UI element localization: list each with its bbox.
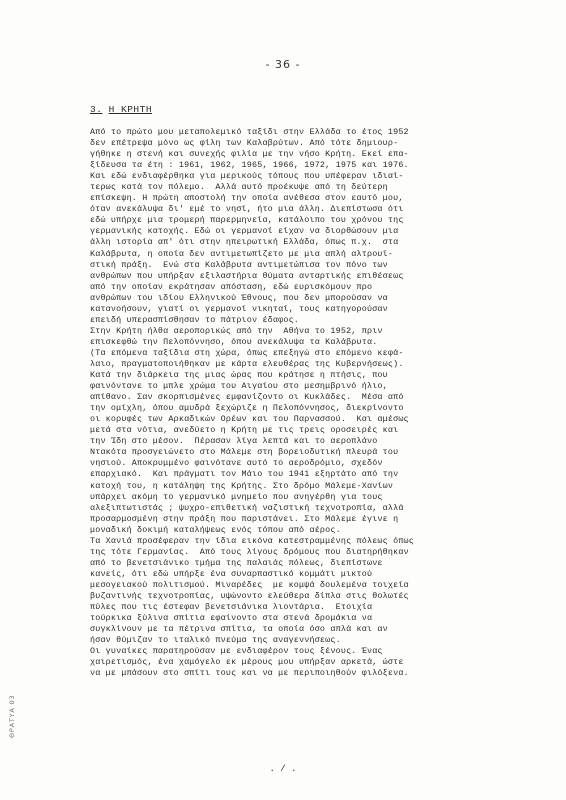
chapter-heading (90, 104, 152, 115)
text-line: ανθρώπων του ιδίου Ελληνικού Έθνους, που δεν μπορούσαν να (90, 292, 388, 303)
text-line: την Ίδη στο μέσον. Πέρασαν λίγα λεπτά και το αεροπλάνο (90, 436, 378, 447)
text-line: πύλες που τις έστεφαν βενετσιάνικα λιοντάρια. Ετοιχία (90, 602, 373, 613)
text-line: Ντακότα προσγειώνετο στο Μάλεμε στη βορειοδυτική πλευρά του (90, 447, 399, 458)
text-line: οι κορυφές των Αρκαδικών Ορέων και του Παρνασσού. Και αμέσως (90, 414, 409, 425)
margin-stamp: ΘΡΑΤΥΑ 03 (8, 694, 16, 738)
text-line: γήθηκε η στενή και συνεχής φιλία με την νήσο Κρήτη. Εκεί επα- (90, 149, 409, 160)
text-line: χαιρετισμός, ένα χαμόγελο εκ μέρους μου υπήρξαν αρκετά, ώστε (90, 657, 404, 668)
text-line: Οι γυναίκες παρατηρούσαν με ενδιαφέρον τους ξένους. Ένας (90, 646, 383, 657)
text-line: ξίδευσα τα έτη : 1961, 1962, 1965, 1966, 1972, 1975 και 1976. (90, 160, 409, 171)
text-line: ανθρώπων που υπήρξαν εξιλαστήρια θύματα ανταρτικής επιθέσεως (90, 270, 404, 281)
text-line: (Τα επόμενα ταξίδια στη χώρα, όπως επεξηγώ στο επόμενο κεφά- (90, 347, 404, 358)
text-line: αλεξιπτωτιστάς ; ψυχρο-επιθετική ναζιστική τεχνοτροπία, αλλά (90, 502, 404, 513)
chapter-number: 3. (90, 104, 103, 115)
text-line: Κατά την διάρκεια της μιας ώρας που κράτησε η πτήσις, που (90, 370, 388, 381)
text-line: να με μπάσουν στο σπίτι τους και να με περιποιηθούν φιλόξενα. (90, 668, 409, 679)
text-line: μετά στα νότια, ανεδύετο η Κρήτη με τις τρεις οροσειρές και (90, 425, 399, 436)
text-line: Στην Κρήτη ήλθα αεροπορικώς από την Αθήνα το 1952, πριν (90, 325, 383, 336)
text-line: από το βενετσιάνικο τμήμα της παλαιάς πόλεως, διεπίστωνε (90, 557, 383, 568)
text-line: επαρχιακό. Και πράγματι τον Μάιο του 1941 εξηρτάτο από την (90, 469, 399, 480)
text-line: φαινόντανε το μπλε χρώμα του Αιγαίου στο μεσημβρινό ήλιο, (90, 381, 388, 392)
text-line: απίθανο. Σαν σκορπισμένες εμφανίζοντο οι Κυκλάδες. Μέσα από (90, 392, 404, 403)
text-line: εδώ υπήρχε μια τρομερή παρερμηνεία, κατάλοιπο του χρόνου της (90, 215, 404, 226)
text-line: κανείς, ότι εδώ υπήρξε ένα συναρπαστικό κομμάτι μικτού (90, 568, 373, 579)
text-line: άλλη ιστορία απ' ότι στην ηπειρωτική Ελλάδα, όπως π.χ. στα (90, 237, 399, 248)
text-line: νησιού. Αποκρυμμένο φαινότανε αυτό το αεροδρόμιο, σχεδόν (90, 458, 383, 469)
text-line: συγκλίνουν με τα πέτρινα σπίτια, τα οποία όσο απλά και αν (90, 624, 388, 635)
text-line: στική πράξη. Ενώ στα Καλάβρυτα αντιμετώπισα τον πόνο των (90, 259, 388, 270)
text-line: Τα Χανιά προσέφεραν την ίδια εικόνα κατεστραμμένης πόλεως όπως (90, 535, 415, 546)
text-line: όταν ανεκάλυψα δι' εμέ το νησί, ήτο μια άλλη. Διεπίστωσα ότι (90, 204, 404, 215)
text-line: Καλάβρυτα, η οποία δεν αντιμετωπίζετο με μια απλή αλτρουϊ- (90, 248, 394, 259)
continuation-mark: . / . (269, 764, 297, 774)
text-line: κατανοήσουν, γιατί οι γερμανοί νικηταί, τους κατηγορούσαν (90, 303, 388, 314)
text-line: επειδή υπερασπίσθησαν το πάτριον έδαφος. (90, 314, 300, 325)
text-line: Και εδώ ενδιαφέρθηκα για μερικούς τόπους που υπέφεραν ιδιαί- (90, 171, 404, 182)
text-line: προσαρμοσμένη στην πράξη που παριστάνει. Στο Μάλεμε έγινε η (90, 513, 399, 524)
text-line: την ομίχλη, όπου αμυδρά ξεχώριζε η Πελοπόννησος, διεκρίνοντο (90, 403, 404, 414)
text-line: τούρκικα ξύλινα σπίτια εφαίνοντο στα στενά δρομάκια να (90, 613, 373, 624)
chapter-title: Η ΚΡΗΤΗ (108, 104, 153, 115)
page-number: - 36 - (265, 58, 301, 71)
text-line: λαιο, πραγματοποιήθηκαν με κάρτα ελευθέρας της Κυβερνήσεως). (90, 358, 404, 369)
text-line: μοναδική δοκιμή καταλήψεως ενός τόπου από αέρος. (90, 524, 341, 535)
text-line: επίσκεψη. Η πρώτη αποστολή την οποία ανέθεσα στον εαυτό μου, (90, 193, 404, 204)
text-line: Από το πρώτο μου μεταπολεμικό ταξίδι στην Ελλάδα το έτος 1952 (90, 127, 409, 137)
text-line: κατοχή του, η κατάληψη της Κρήτης. Στο δρόμο Μάλεμε-Χανίων (90, 480, 394, 491)
text-line: τερως κατά τον πόλεμο. Αλλά αυτό προέκυψε από τη δεύτερη (90, 182, 388, 193)
text-line: από την οποίαν εκράτησαν απόσταση, εδώ ευρισκόμουν προ (90, 281, 373, 292)
body-text (90, 127, 530, 679)
text-line: υπάρχει ακόμη το γερμανικό μνημείο που ανηγέρθη για τους (90, 491, 383, 502)
text-line: δεν επέτρεψα μόνο ως φίλη των Καλαβρύτων. Από τότε δημιουρ- (90, 138, 399, 149)
text-line: επισκεφθώ την Πελοπόννησο, όπου ανεκάλυψα τα Καλάβρυτα. (90, 336, 378, 347)
text-line: γερμανικής κατοχής. Εδώ οι γερμανοί είχαν να διορθώσουν μια (90, 226, 399, 237)
text-line: της τότε Γερμανίας. Από τους λίγους δρόμους που διατηρήθηκαν (90, 546, 409, 557)
text-line: μεσογειακού πολιτισμού. Μιναρέδες με κομψά δουλεμένα τοιχεία (90, 579, 409, 590)
text-line: βυζαντινής τεχνοτροπίας, υψώνοντο ελεύθερα δίπλα στις θολωτές (90, 590, 409, 601)
text-line: ήσαν θύμιζαν το ιταλικό πνεύμα της αναγεννήσεως. (90, 635, 341, 646)
